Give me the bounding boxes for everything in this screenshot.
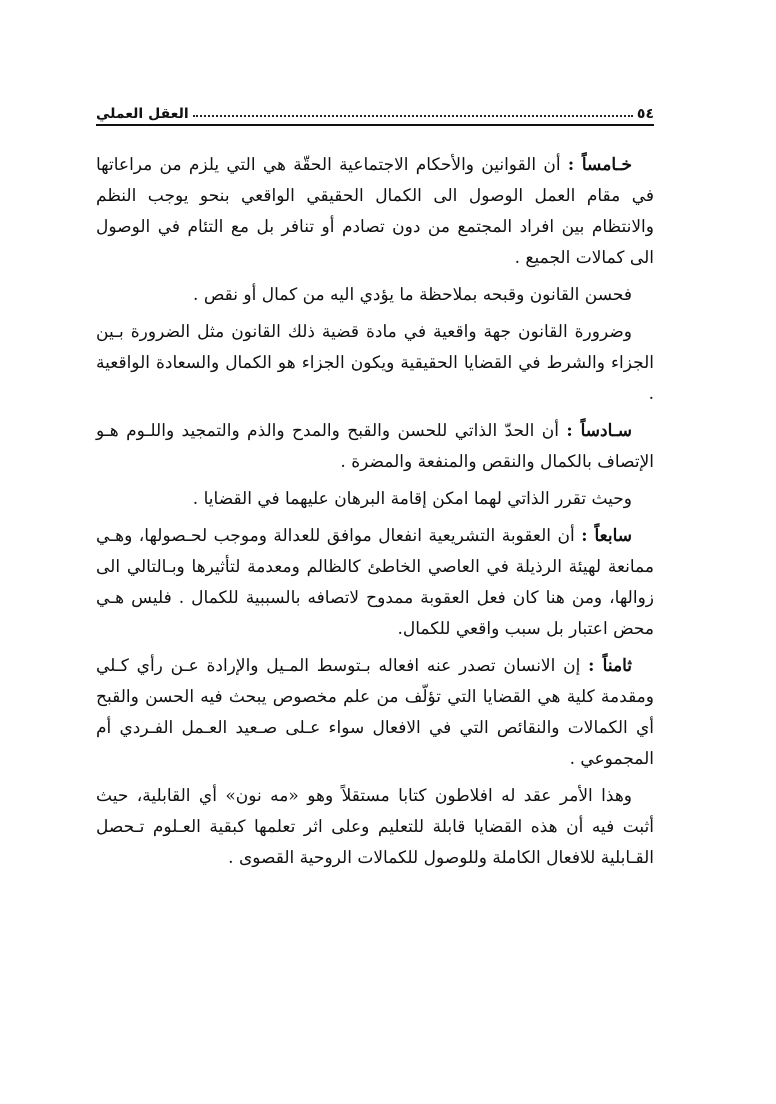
paragraph <box>96 280 654 311</box>
body-text <box>96 150 654 880</box>
running-title: العقل العملي <box>96 106 189 122</box>
paragraph-lead: سابعاً : <box>581 526 633 546</box>
paragraph-text: أن العقوبة التشريعية انفعال موافق للعدالة وموجب لحـصولها، وهـي ممانعة لهيئة الرذيلة في العاصي الخاطئ كالظالم ومعدمة لتأثيرها وبـالتالي الى زوالها، ومن هنا كان فعل العقوبة ممدوح لاتصافه بالسببية للكمال . فليس هـي محض اعتبار بل سبب واقعي للكمال. <box>96 526 654 639</box>
paragraph-text: وهذا الأمر عقد له افلاطون كتابا مستقلاً وهو «مه نون» أي القابلية، حيث أثبت فيه أن هذه القضايا قابلة للتعليم وعلى اثر تعلمها كبقية العـلوم تـحصل القـابلية للافعال الكاملة وللوصول للكمالات الروحية القصوى . <box>96 786 654 868</box>
page-header <box>96 98 654 122</box>
paragraph-lead: خـامساً : <box>567 155 632 175</box>
header-leader-dots <box>193 114 633 117</box>
page-number: ٥٤ <box>636 106 654 122</box>
paragraph-lead: سـادساً : <box>566 421 633 441</box>
paragraph-text: أن الحدّ الذاتي للحسن والقبح والمدح والذم والتمجيد واللـوم هـو الإتصاف بالكمال والنقص والمنفعة والمضرة . <box>96 421 654 472</box>
paragraph-seventh <box>96 521 654 645</box>
paragraph-text: وحيث تقرر الذاتي لهما امكن إقامة البرهان عليهما في القضايا . <box>192 489 632 509</box>
paragraph-text: إن الانسان تصدر عنه افعاله بـتوسط المـيل والإرادة عـن رأي كـلي ومقدمة كلية هي القضايا التي تؤلّف من علم مخصوص يبحث فيه الحسن والقبح أي الكمالات والنقائص التي في الافعال سواء عـلى صـعيد العـمل الفـردي أم المجموعي . <box>96 656 654 769</box>
paragraph <box>96 484 654 515</box>
paragraph-lead: ثامناً : <box>588 656 632 676</box>
paragraph-eighth <box>96 651 654 775</box>
paragraph-sixth <box>96 416 654 478</box>
paragraph-text: وضرورة القانون جهة واقعية في مادة قضية ذلك القانون مثل الضرورة بـين الجزاء والشرط في القضايا الحقيقية ويكون الجزاء هو الكمال والسعادة الواقعية . <box>96 322 654 404</box>
paragraph <box>96 781 654 874</box>
paragraph-fifth <box>96 150 654 274</box>
header-rule <box>96 124 654 126</box>
paragraph-text: أن القوانين والأحكام الاجتماعية الحقّة هي التي يلزم من مراعاتها في مقام العمل الوصول الى الكمال الحقيقي الواقعي بنحو يوجب النظم والانتظام بين افراد المجتمع من دون تصادم أو تنافر بل مع التئام في الوصول الى كمالات الجميع . <box>96 155 654 268</box>
paragraph <box>96 317 654 410</box>
paragraph-text: فحسن القانون وقبحه بملاحظة ما يؤدي اليه من كمال أو نقص . <box>193 285 632 305</box>
